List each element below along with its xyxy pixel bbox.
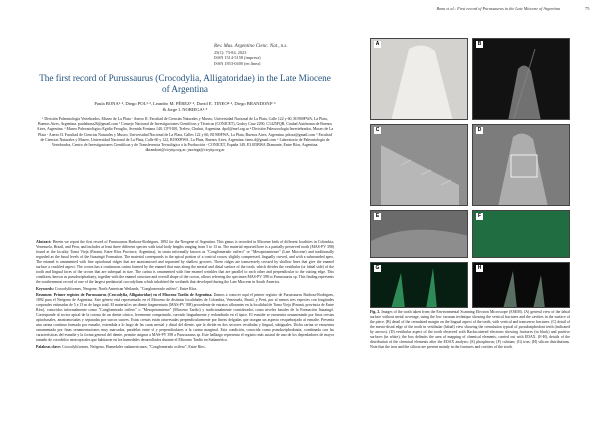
paper-title: The first record of Purussaurus (Crocodylia, Alligatoridae) in the Late Miocene of Argentina bbox=[39, 73, 331, 94]
figure-panel-b bbox=[472, 38, 570, 120]
abstract-section bbox=[36, 240, 334, 428]
palabras-text: Crocodyliformes, Neógeno, Humedales sudamericanos, "Conglomerado osífero", Entre Ríos. bbox=[62, 344, 206, 349]
panel-label: H bbox=[477, 265, 482, 271]
abstract-label: Abstract: bbox=[36, 240, 52, 244]
sem-image-d bbox=[473, 125, 570, 206]
figure-panel-g bbox=[370, 262, 468, 308]
panel-label: C bbox=[375, 127, 380, 133]
sem-image-b bbox=[473, 39, 570, 120]
figure-panel-e bbox=[370, 210, 468, 258]
keywords-label: Keywords: bbox=[36, 286, 54, 291]
affiliations: ¹ División Paleontología Vertebrados, Museo de La Plata - Anexo II. Facultad de Ciencias Naturales y Museo, Universidad Nacional de La Plata, Calle 122 y 60, B1900FWA, La Plata, Buenos Aires, Argentina. paulabona26@gmail.com ² Consejo Nacional de Investigaciones Científicas y Técnicas (CONICET), Godoy Cruz 2290, C1425FQB, Ciudad Autónoma de Buenos Aires, Argentina. ³ Museo Paleontológico Egidio Feruglio, Avenida Fontana 140, CP 9100, Trelew, Chubut, Argentina. dpol@mef.org.ar ⁴ División Paleozoología Invertebrados, Museo de La Plata - Anexo II. Facultad de Ciencias Naturales y Museo, Universidad Nacional de La Plata, Calles 122 y 60, B1900FWA, La Plata, Buenos Aires, Argentina. pdoxa@gmail.com ⁵ Facultad de Ciencias Naturales y Museo, Universidad Nacional de La Plata, Calle 60 y 122, B1900FWA, La Plata, Buenos Aires, Argentina. tineo.d@gmail.com ⁶ Laboratorio de Paleontología de Vertebrados, Centro de Investigaciones Científicas y de Transferencia Tecnológica a la Producción - CONICET, España 149, E3105BWA Diamante, Entre Ríos, Argentina. dbrandoni@cicyttp.org.ar; jnoriega@cicyttp.org.ar bbox=[36, 117, 334, 153]
journal-name: Rev. Mus. Argentino Cienc. Nat., bbox=[214, 44, 280, 49]
authors bbox=[36, 101, 334, 113]
panel-label: A bbox=[375, 41, 380, 47]
sem-image-a bbox=[371, 39, 468, 120]
sem-image-f bbox=[473, 211, 570, 258]
palabras-label: Palabras clave: bbox=[36, 344, 62, 349]
figure-panel-f bbox=[472, 210, 570, 258]
journal-volume: n.s. bbox=[280, 44, 288, 49]
panel-label: E bbox=[375, 213, 380, 219]
panel-label: F bbox=[477, 213, 482, 219]
abstract-text: Herein we report the first record of Purussaurus Barbosa-Rodrigues, 1892 for the Neogene of Argentina. This genus is recorded in Miocene beds of different localities in Colombia, Venezuela, Brazil, and Peru, and includes at least three different species with total body lengths ranging from 5 to 13 m. The material reported here is a partially preserved tooth (MAS-PV 398) found at the locality Toma Vieja (Paraná, Entre Ríos Province, Argentina), in strata informally known as "Conglomerado osífero" or "Mesopotamiense" (Late Miocene) and traditionally regarded as the basal levels of the Ituzaingó Formation. The material corresponds to the apical portion of a conical crown, slightly compressed, lingually curved, and with a subrounded apex. The enamel is ornamented with fine apicobasal ridges that are anastomosed and separated by shallow grooves. These ridges are transversely crossed by shallow lines that give the enamel surface a crackled aspect. The crown has a continuous carina formed by the enamel that runs along the mesial and distal surface of the tooth, which divides the vestibular (or labial side) of the tooth and lingual faces of the crown that are subequal in size. The carina is ornamented with fine enamel wrinkles that are parallel to each other and perpendicular to the cutting edge. This condition, known as pseudoziphodonty, together with the enamel structure and overall shape of the crown, allows referring the specimen MAS-PV 398 to Purussaurus sp. This finding represents the southernmost record of one of the largest predatorial crocodylians which inhabited the wetlands that developed during the Late Miocene in South America. bbox=[36, 240, 334, 285]
journal-issue: 25(1): 73-84, 2023 bbox=[214, 49, 247, 55]
figure-panel-d bbox=[472, 124, 570, 206]
panel-label: D bbox=[477, 127, 482, 133]
keywords-paragraph bbox=[36, 287, 334, 292]
abstract-paragraph bbox=[36, 240, 334, 285]
figure-panel-h bbox=[472, 262, 570, 308]
sem-image-g bbox=[371, 263, 468, 308]
figure-caption bbox=[370, 310, 570, 430]
journal-issn-online: ISSN 1853-0400 (en línea) bbox=[214, 60, 261, 66]
authors-line-2: & Jorge I. NORIEGA²·⁵ bbox=[162, 107, 208, 112]
sem-image-h bbox=[473, 263, 570, 308]
caption-label: Fig. 2. bbox=[370, 310, 381, 314]
panel-label: B bbox=[477, 41, 482, 47]
keywords-text: Crocodyliformes, Neogene, North American Wetlands, "Conglomerado osífero", Entre Ríos. bbox=[54, 286, 198, 291]
resumen-text: Damos a conocer aquí el primer registro de Purussaurus Barbosa-Rodrigues, 1892 para el Neógeno de Argentina. Este género está representado en el Mioceno de distintas localidades de Colombia, Venezuela, Brasil, y Perú, por al menos tres especies con longitudes corporales estimadas de 5 a 13 m de largo total. El material es un diente fragmentario (MAS-PV 398) procedente de estratos aflorantes en la localidad de Toma Vieja (Paraná, provincia de Entre Ríos), conocidos informalmente como "Conglomerado osífero" o "Mesopotamiense" (Mioceno Tardío) y tradicionalmente considerados como niveles basales de la Formación Ituzaingó. Corresponde al sector apical de la corona de un diente cónico, levemente comprimido, curvado lingualmente y redondeado en el ápice. El esmalte se encuentra ornamentado por finas crestas apicobasales, anastomosadas y separadas por surcos suaves. Estas crestas están atravesadas perpendicularmente por líneas delgadas que otorgan un aspecto resquebrajado al esmalte. Presenta una carina continua formada por esmalte, extendida a lo largo de las caras mesial y distal del diente, que la divide en dos sectores vestibular y lingual, subiguales. Dicha carina se encuentra ornamentada por finas ornamentaciones muy marcadas, paralelas entre sí y perpendiculares a la carina marginal. Esta condición, conocida como pseudoziphodontia, combinada con las características del esmalte y la forma general del diente, permite asignar a MAS-PV 398 a Purussaurus sp. Este hallazgo representa el registro más austral de uno de los depredadores de mayor tamaño de cocodrilos neotropicales que habitaron en los humedales desarrollados durante el Mioceno Tardío en Sudamérica. bbox=[36, 292, 334, 343]
resumen-label: Resumen: bbox=[36, 292, 53, 297]
running-head: Bona et al.: First record of Purussaurus in the Late Miocene of Argentina bbox=[436, 6, 560, 11]
journal-block bbox=[214, 43, 334, 66]
figure-panel-a bbox=[370, 38, 468, 120]
page-number: 75 bbox=[585, 6, 590, 11]
panel-label: G bbox=[375, 265, 380, 271]
sem-image-e bbox=[371, 211, 468, 258]
sem-image-c bbox=[371, 125, 468, 206]
figure-2 bbox=[370, 38, 570, 308]
resumen-title: Primer registro de Purussaurus (Crocodylia, Alligatoridae) en el Mioceno Tardío de Argentina. bbox=[53, 292, 213, 297]
figure-panel-c bbox=[370, 124, 468, 206]
palabras-paragraph bbox=[36, 345, 334, 350]
caption-text: Images of the tooth taken from the Environmental Scanning Electron Microscope (ESEM). (A) general view of the labial surface without metal coverage, using the low vacuum technique showing the vertical fractures and the cavities in the surface of the piece. (B) detail of the crenulated margin on the lingual aspect of the tooth, with vertical and transverse fractures. (C) detail of the mesio-distal edge of the tooth in vestibular (labial) view showing the crenulation typical of pseudoziphodont teeth (indicated by arrows). (D) vestibular aspect of the tooth observed with Backscattered electrons showing fractures (in black) and positive surfaces (in white); the box delimits the area of mapping of chemical elements, carried out with EDAX. (E-H), details of the distribution of the chemical elements after the EDAX analysis: (E) phosphorus; (F) calcium; (G) iron; (H) silicon distributions. Note that the iron and the silicon are present mainly in the fractures and cavities of the tooth. bbox=[370, 310, 570, 350]
resumen-paragraph bbox=[36, 293, 334, 343]
journal-issn-print: ISSN 1514-5158 (impresa) bbox=[214, 55, 261, 61]
authors-line-1: Paula BONA¹·², Diego POL²·³, Leandro M. PÉREZ¹·², David E. TINEO⁴·², Diego BRANDONI²·⁵ bbox=[94, 101, 276, 106]
